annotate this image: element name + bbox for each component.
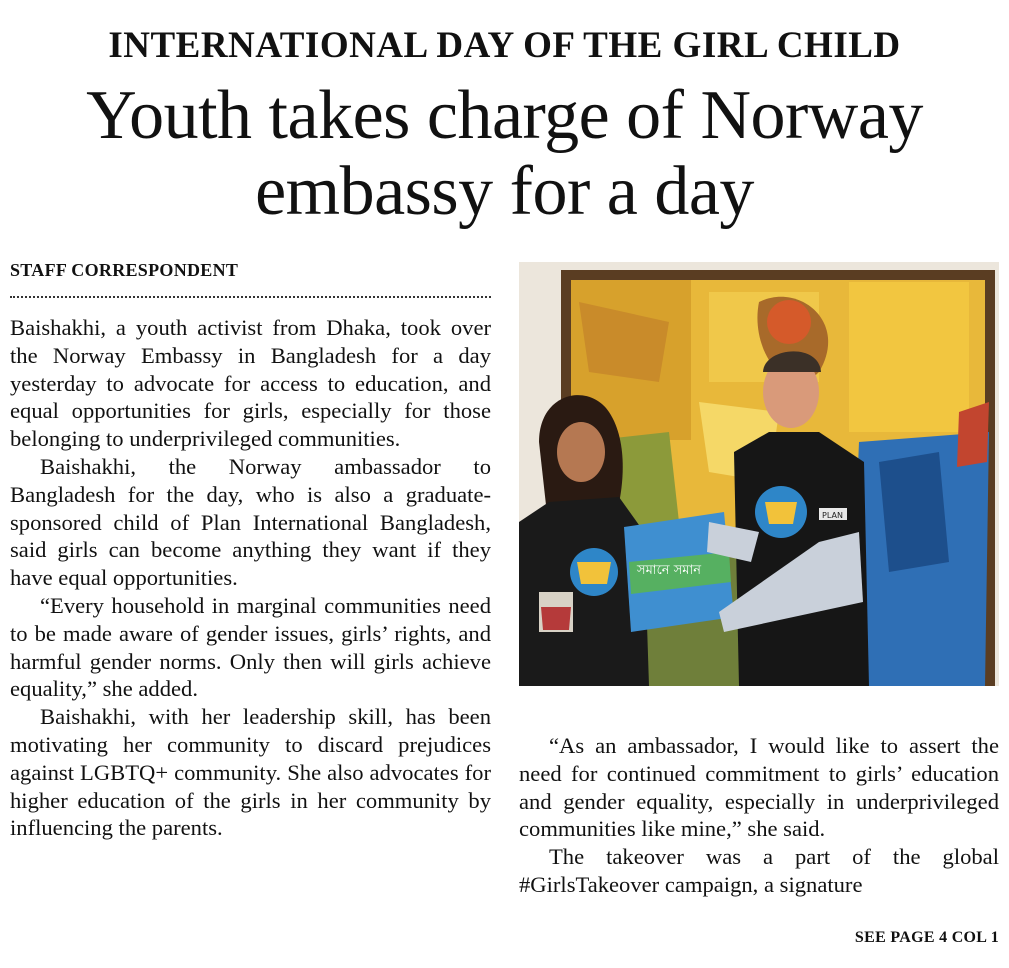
shirt-badge: PLAN bbox=[822, 511, 843, 520]
paragraph: “Every household in marginal communities need to be made aware of gender issues, girls’ rights, and harmful gender norms. Only then will girls achieve equality,” she added. bbox=[10, 592, 491, 702]
paragraph: The takeover was a part of the global #GirlsTakeover campaign, a signature bbox=[519, 844, 999, 897]
banner-text: সমানে সমান bbox=[637, 563, 702, 578]
byline-divider bbox=[10, 296, 491, 298]
headline-line-2: embassy for a day bbox=[255, 153, 754, 230]
paragraph: Baishakhi, a youth activist from Dhaka, took over the Norway Embassy in Bangladesh for a day yesterday to advocate for access to education, and equal opportunities for girls, especially for those belonging to underprivileged communities. bbox=[10, 315, 491, 452]
headline bbox=[0, 78, 1009, 230]
paragraph: “As an ambassador, I would like to assert the need for continued commitment to girls’ education and gender equality, especially in underprivileged communities like mine,” she said. bbox=[519, 733, 999, 842]
body-column-left bbox=[10, 314, 491, 842]
paragraph: Baishakhi, the Norway ambassador to Bangladesh for the day, who is also a graduate-sponsored child of Plan International Bangladesh, said girls can become anything they want if they have equal opportunities. bbox=[10, 453, 491, 591]
headline-line-1: Youth takes charge of Norway bbox=[86, 77, 923, 154]
article-photo bbox=[519, 262, 999, 686]
paragraph: Baishakhi, with her leadership skill, has been motivating her community to discard prejudices against LGBTQ+ community. She also advocates for higher education of the girls in her community by influencing the parents. bbox=[10, 704, 491, 841]
section-kicker: INTERNATIONAL DAY OF THE GIRL CHILD bbox=[108, 25, 901, 66]
body-column-right bbox=[519, 732, 999, 899]
continuation-note: SEE PAGE 4 COL 1 bbox=[854, 929, 999, 946]
byline: STAFF CORRESPONDENT bbox=[10, 260, 239, 280]
